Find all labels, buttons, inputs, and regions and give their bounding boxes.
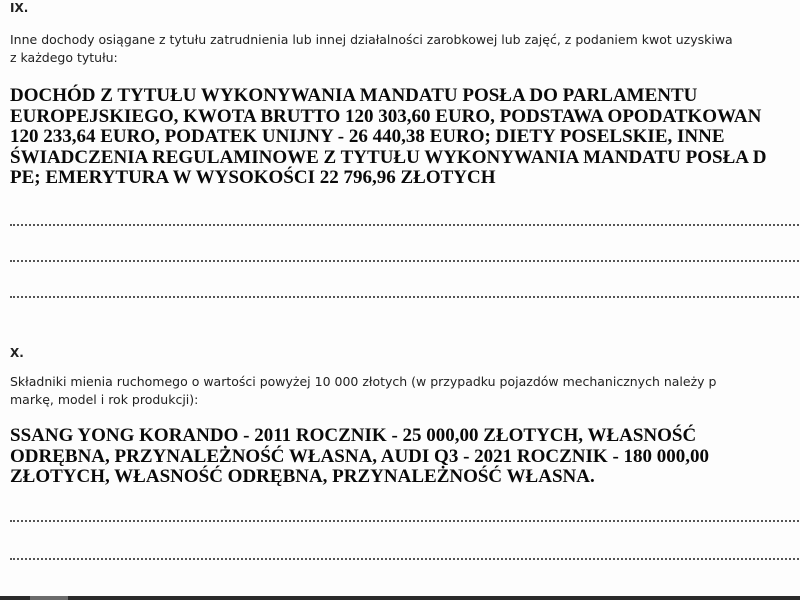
section-x-instruction [10, 373, 800, 409]
section-x-answer-line-1: SSANG YONG KORANDO - 2011 ROCZNIK - 25 000,00 ZŁOTYCH, WŁASNOŚĆ [10, 425, 697, 446]
section-ix-answer-line-2: EUROPEJSKIEGO, KWOTA BRUTTO 120 303,60 EURO, PODSTAWA OPODATKOWAN [10, 105, 762, 127]
scrollbar-thumb[interactable] [30, 596, 68, 600]
section-x-answer [10, 426, 800, 488]
section-ix-instruction-line-2: z każdego tytułu: [10, 50, 118, 65]
section-x-instruction-line-2: markę, model i rok produkcji): [10, 392, 199, 407]
section-ix-instruction [10, 31, 800, 67]
dotted-answer-line [10, 260, 800, 262]
section-x [10, 346, 800, 360]
dotted-answer-line [10, 558, 800, 560]
horizontal-scrollbar[interactable] [0, 596, 800, 600]
dotted-answer-line [10, 296, 800, 298]
section-ix-answer [10, 86, 800, 189]
section-ix-number: IX. [10, 1, 29, 15]
section-ix-answer-line-1: DOCHÓD Z TYTUŁU WYKONYWANIA MANDATU POSŁA DO PARLAMENTU [10, 85, 698, 106]
dotted-answer-line [10, 520, 800, 522]
section-ix-answer-line-5: PE; EMERYTURA W WYSOKOŚCI 22 796,96 ZŁOTYCH [10, 167, 496, 188]
section-ix-answer-line-4: ŚWIADCZENIA REGULAMINOWE Z TYTUŁU WYKONYWANIA MANDATU POSŁA D [10, 146, 767, 168]
dotted-answer-line [10, 224, 800, 226]
section-x-answer-line-3: ZŁOTYCH, WŁASNOŚĆ ODRĘBNA, PRZYNALEŻNOŚĆ WŁASNA. [10, 466, 595, 487]
section-ix [10, 1, 800, 15]
section-ix-instruction-line-1: Inne dochody osiągane z tytułu zatrudnienia lub innej działalności zarobkowej lub zajęć, z podaniem kwot uzyskiwa [10, 32, 733, 47]
section-x-number: X. [10, 346, 24, 360]
section-x-answer-line-2: ODRĘBNA, PRZYNALEŻNOŚĆ WŁASNA, AUDI Q3 - 2021 ROCZNIK - 180 000,00 [10, 445, 710, 467]
section-ix-answer-line-3: 120 233,64 EURO, PODATEK UNIJNY - 26 440,38 EURO; DIETY POSELSKIE, INNE [10, 126, 725, 147]
section-x-instruction-line-1: Składniki mienia ruchomego o wartości powyżej 10 000 złotych (w przypadku pojazdów mechanicznych należy p [10, 374, 717, 389]
